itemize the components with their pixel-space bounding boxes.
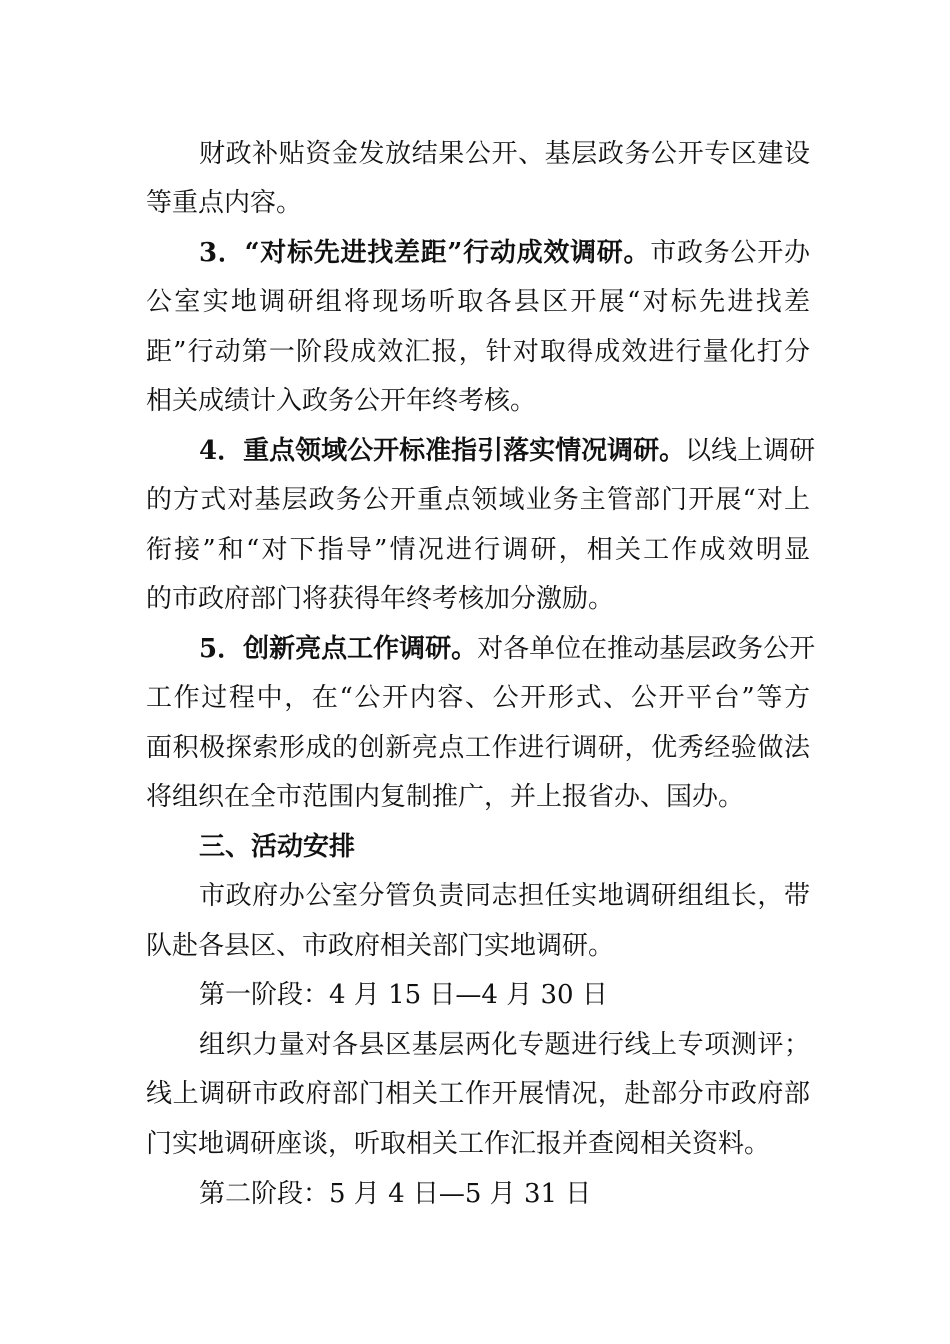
paragraph-text: 对各单位在推动基层政务公开 (477, 634, 816, 664)
paragraph-line: 衔接”和“对下指导”情况进行调研，相关工作成效明显 (146, 535, 810, 565)
paragraph-line: 公室实地调研组将现场听取各县区开展“对标先进找差 (146, 287, 810, 317)
paragraph-line: 相关成绩计入政务公开年终考核。 (146, 386, 537, 416)
paragraph-bold-lead: 5．创新亮点工作调研。 (199, 634, 478, 664)
paragraph-line: 面积极探索形成的创新亮点工作进行调研，优秀经验做法 (146, 733, 810, 763)
paragraph-first-line (199, 434, 816, 468)
paragraph-line: 市政府办公室分管负责同志担任实地调研组组长，带 (199, 881, 810, 911)
paragraph-line: 的市政府部门将获得年终考核加分激励。 (146, 584, 615, 614)
stage-line: 第二阶段：5 月 4 日—5 月 31 日 (199, 1179, 592, 1209)
paragraph-line: 距”行动第一阶段成效汇报，针对取得成效进行量化打分 (146, 337, 810, 367)
section-heading: 三、活动安排 (199, 832, 356, 862)
paragraph-text: 市政务公开办 (650, 238, 810, 268)
paragraph-line: 组织力量对各县区基层两化专题进行线上专项测评； (199, 1030, 810, 1060)
paragraph-line: 队赴各县区、市政府相关部门实地调研。 (146, 931, 615, 961)
paragraph-bold-lead: 4．重点领域公开标准指引落实情况调研。 (199, 436, 686, 466)
paragraph-line: 财政补贴资金发放结果公开、基层政务公开专区建设 (199, 139, 810, 169)
paragraph-text: 以线上调研 (685, 436, 816, 466)
paragraph-line: 工作过程中，在“公开内容、公开形式、公开平台”等方 (146, 683, 810, 713)
paragraph-line: 线上调研市政府部门相关工作开展情况，赴部分市政府部 (146, 1079, 810, 1109)
paragraph-line: 将组织在全市范围内复制推广，并上报省办、国办。 (146, 782, 745, 812)
stage-line: 第一阶段：4 月 15 日—4 月 30 日 (199, 980, 608, 1010)
paragraph-line: 门实地调研座谈，听取相关工作汇报并查阅相关资料。 (146, 1129, 771, 1159)
paragraph-first-line (199, 236, 810, 270)
paragraph-line: 等重点内容。 (146, 188, 303, 218)
paragraph-first-line (199, 632, 816, 666)
paragraph-line: 的方式对基层政务公开重点领域业务主管部门开展“对上 (146, 485, 810, 515)
paragraph-bold-lead: 3．“对标先进找差距”行动成效调研。 (199, 238, 651, 268)
